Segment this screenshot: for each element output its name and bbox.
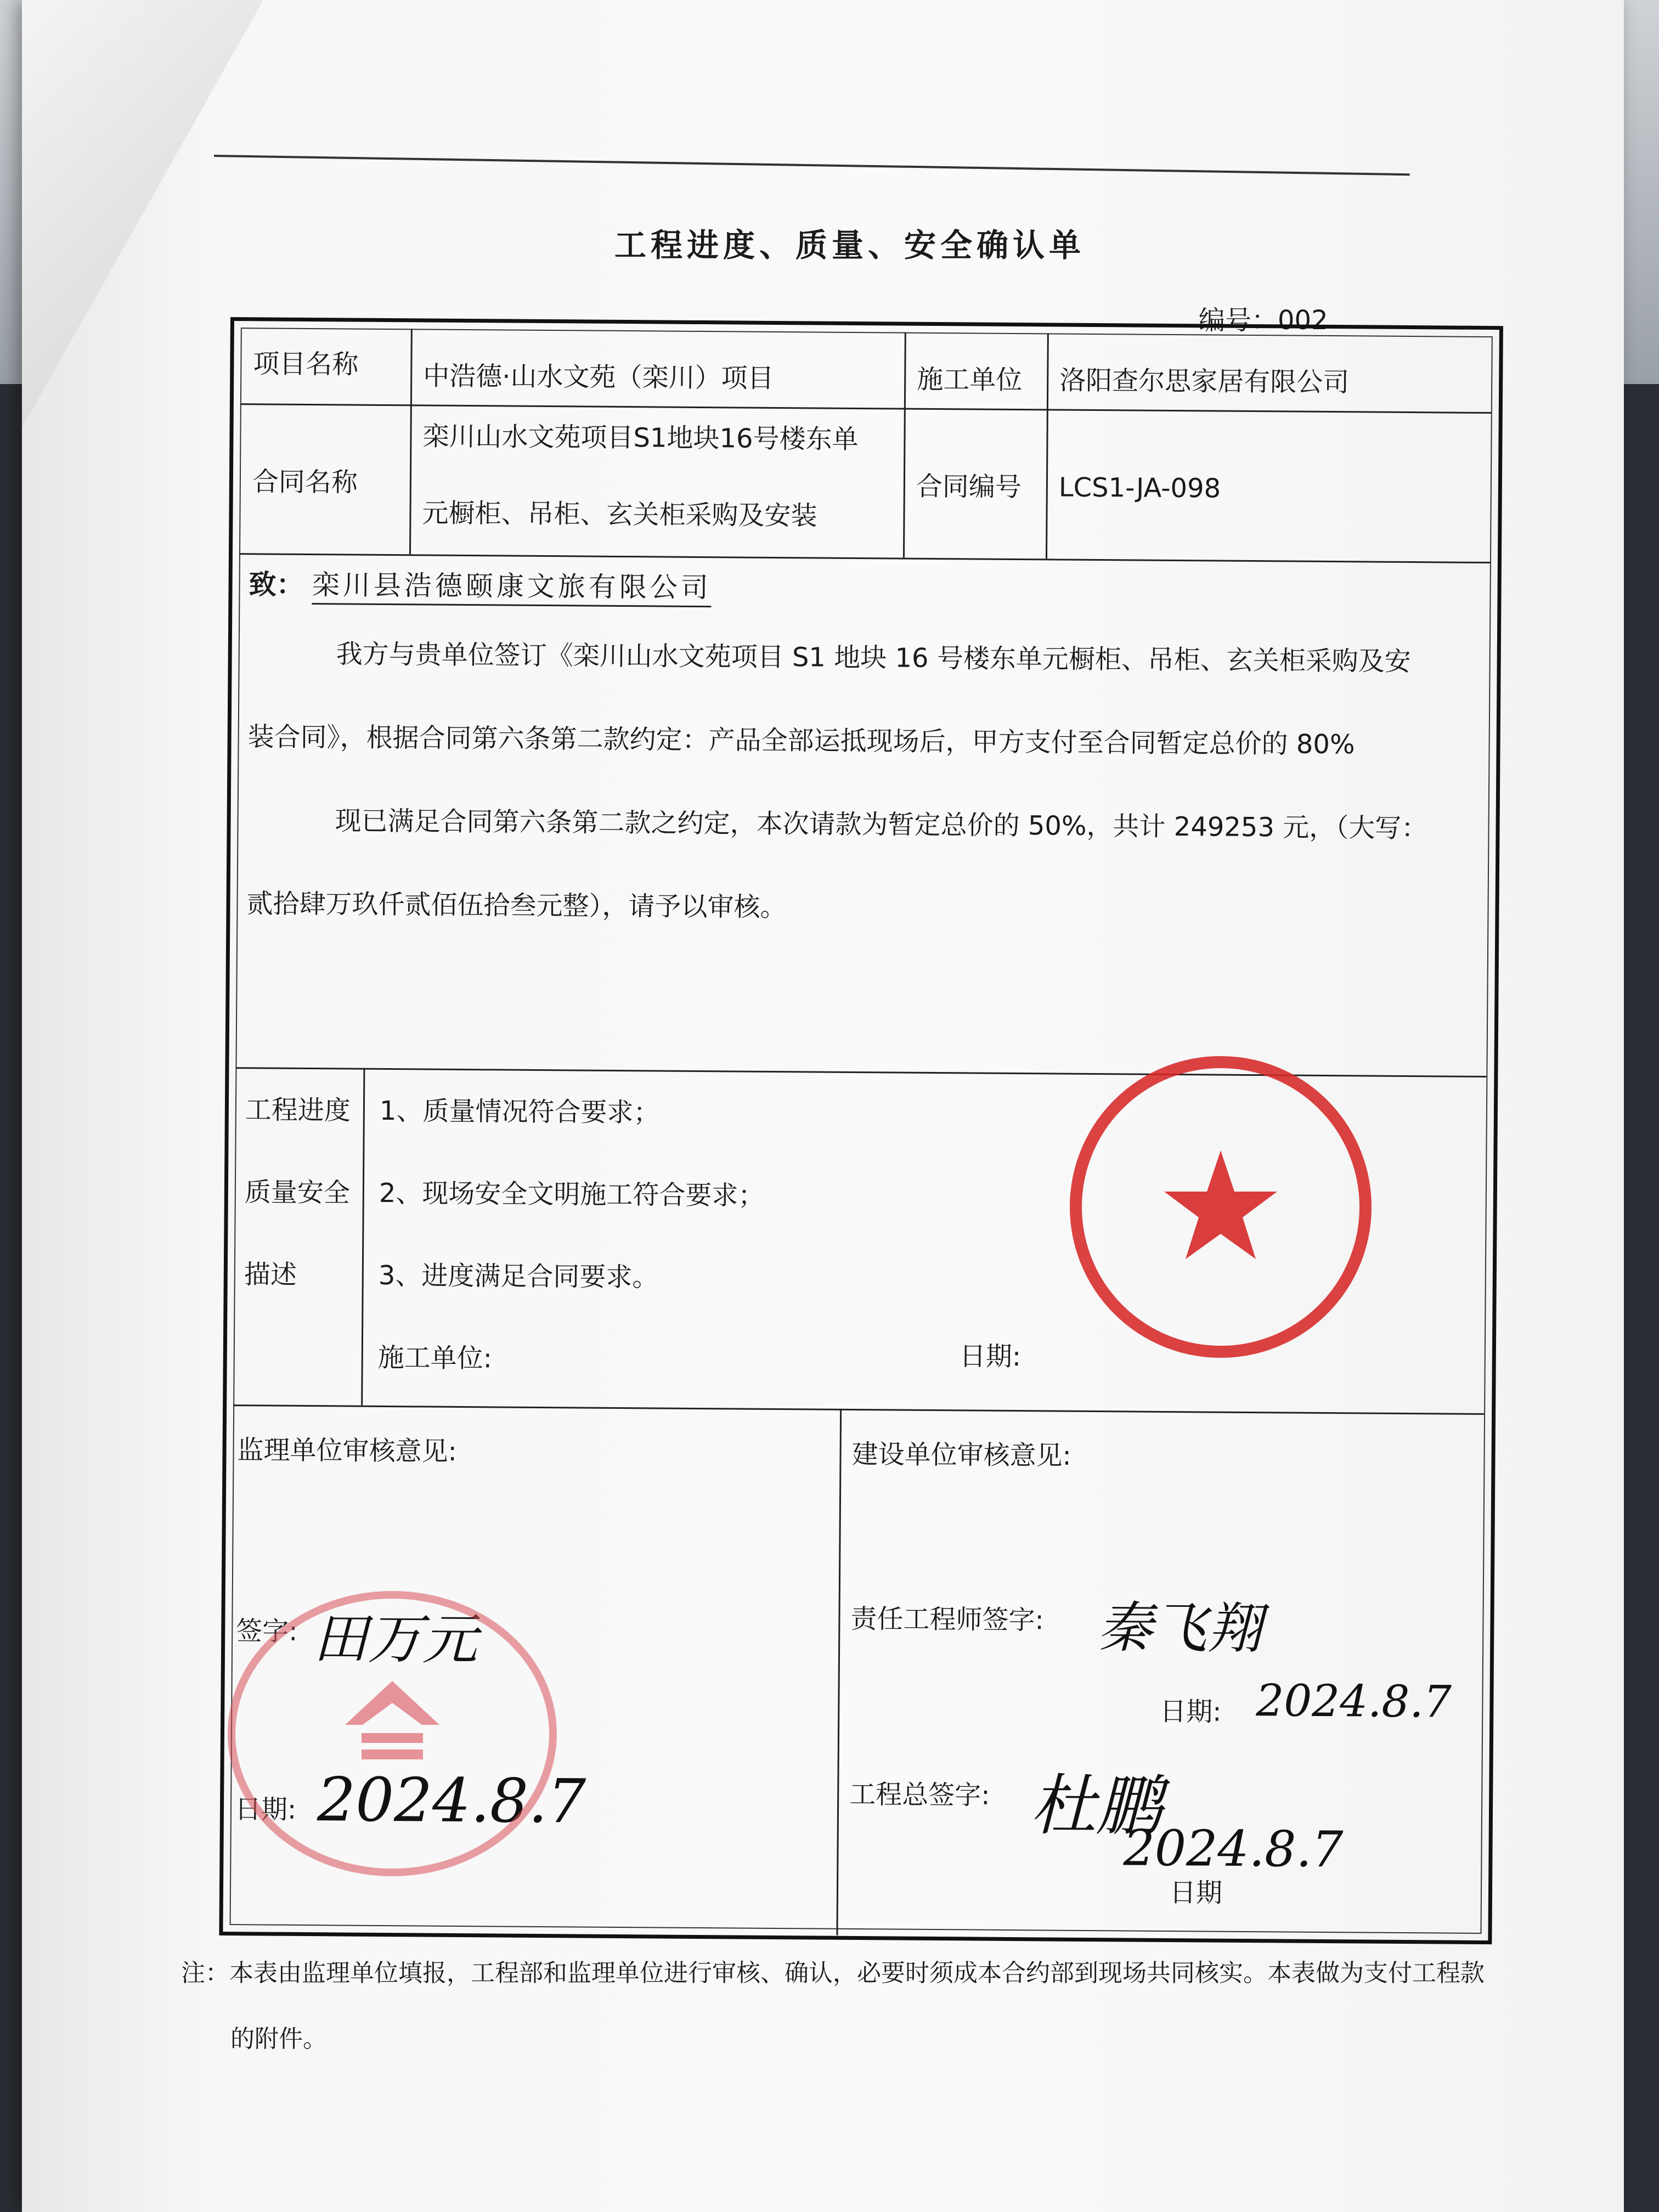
progress-item-schedule: 3、进度满足合同要求。 <box>378 1260 659 1293</box>
footnote-line-1: 注：本表由监理单位填报，工程部和监理单位进行审核、确认，必要时须成本合约部到现场共同核实。本表做为支付工程款 <box>181 1959 1485 1987</box>
progress-label-line-1: 工程进度 <box>245 1094 351 1126</box>
supervisor-date-handwritten: 2024.8.7 <box>317 1764 586 1837</box>
progress-label-line-2: 质量安全 <box>244 1177 351 1209</box>
project-name-value: 中浩德·山水文苑（栾川）项目 <box>423 360 774 394</box>
supervisor-opinion-heading: 监理单位审核意见: <box>237 1435 457 1467</box>
contractor-label: 施工单位 <box>917 364 1023 396</box>
engineer-sign-label: 责任工程师签字: <box>850 1603 1044 1636</box>
addressee-label: 致： <box>249 568 304 601</box>
document-title: 工程进度、质量、安全确认单 <box>614 227 1086 264</box>
progress-label-line-3: 描述 <box>244 1259 297 1290</box>
engineer-signature: 秦飞翔 <box>1097 1595 1262 1661</box>
serial-number: 编号：002 <box>1199 305 1328 336</box>
contract-name-line1: 栾川山水文苑项目S1地块16号楼东单 <box>422 421 859 455</box>
contractor-value: 洛阳查尔思家居有限公司 <box>1059 365 1350 398</box>
addressee-line <box>249 568 712 604</box>
letter-paragraph-2-line-2: 贰拾肆万玖仟贰佰伍拾叁元整），请予以审核。 <box>246 888 787 923</box>
contract-name-label: 合同名称 <box>252 466 358 498</box>
letter-paragraph-1-line-1: 我方与贵单位签订《栾川山水文苑项目 S1 地块 16 号楼东单元橱柜、吊柜、玄关柜采购及安 <box>336 639 1411 678</box>
contract-name-line2: 元橱柜、吊柜、玄关柜采购及安装 <box>422 498 817 532</box>
progress-item-safety: 2、现场安全文明施工符合要求； <box>379 1177 765 1211</box>
letter-paragraph-2-line-1: 现已满足合同第六条第二款之约定，本次请款为暂定总价的 50%，共计 249253 元，（大写： <box>335 805 1428 844</box>
chief-sign-label: 工程总签字: <box>849 1779 990 1811</box>
chief-date-label: 日期 <box>1169 1877 1223 1909</box>
engineer-date-label: 日期: <box>1160 1696 1222 1728</box>
project-name-label: 项目名称 <box>253 348 359 380</box>
contract-number-value: LCS1-JA-098 <box>1058 472 1221 504</box>
owner-opinion-heading: 建设单位审核意见: <box>851 1438 1071 1471</box>
chief-date-handwritten: 2024.8.7 <box>1123 1819 1344 1879</box>
addressee-name: 栾川县浩德颐康文旅有限公司 <box>312 569 712 607</box>
page-curl <box>22 0 263 428</box>
seal-star-icon <box>1082 1068 1359 1346</box>
supervisor-sign-label: 签字: <box>236 1616 298 1647</box>
contract-number-label: 合同编号 <box>916 471 1022 503</box>
contractor-company-seal <box>1070 1056 1372 1358</box>
progress-item-quality: 1、质量情况符合要求； <box>379 1095 660 1128</box>
supervisor-project-seal <box>228 1591 557 1876</box>
chief-signature: 杜鹏 <box>1030 1768 1163 1845</box>
contractor-signature-label: 施工单位: <box>377 1342 493 1374</box>
seal-emblem-icon <box>235 1599 549 1869</box>
footnote-line-2: 的附件。 <box>230 2025 327 2053</box>
supervisor-signature: 田万元 <box>312 1606 478 1672</box>
letter-paragraph-1-line-2: 装合同》，根据合同第六条第二款约定：产品全部运抵现场后，甲方支付至合同暂定总价的 80% <box>247 721 1355 760</box>
contractor-date-label: 日期: <box>959 1341 1022 1373</box>
supervisor-date-label: 日期: <box>234 1794 297 1825</box>
engineer-date-handwritten: 2024.8.7 <box>1256 1675 1452 1728</box>
